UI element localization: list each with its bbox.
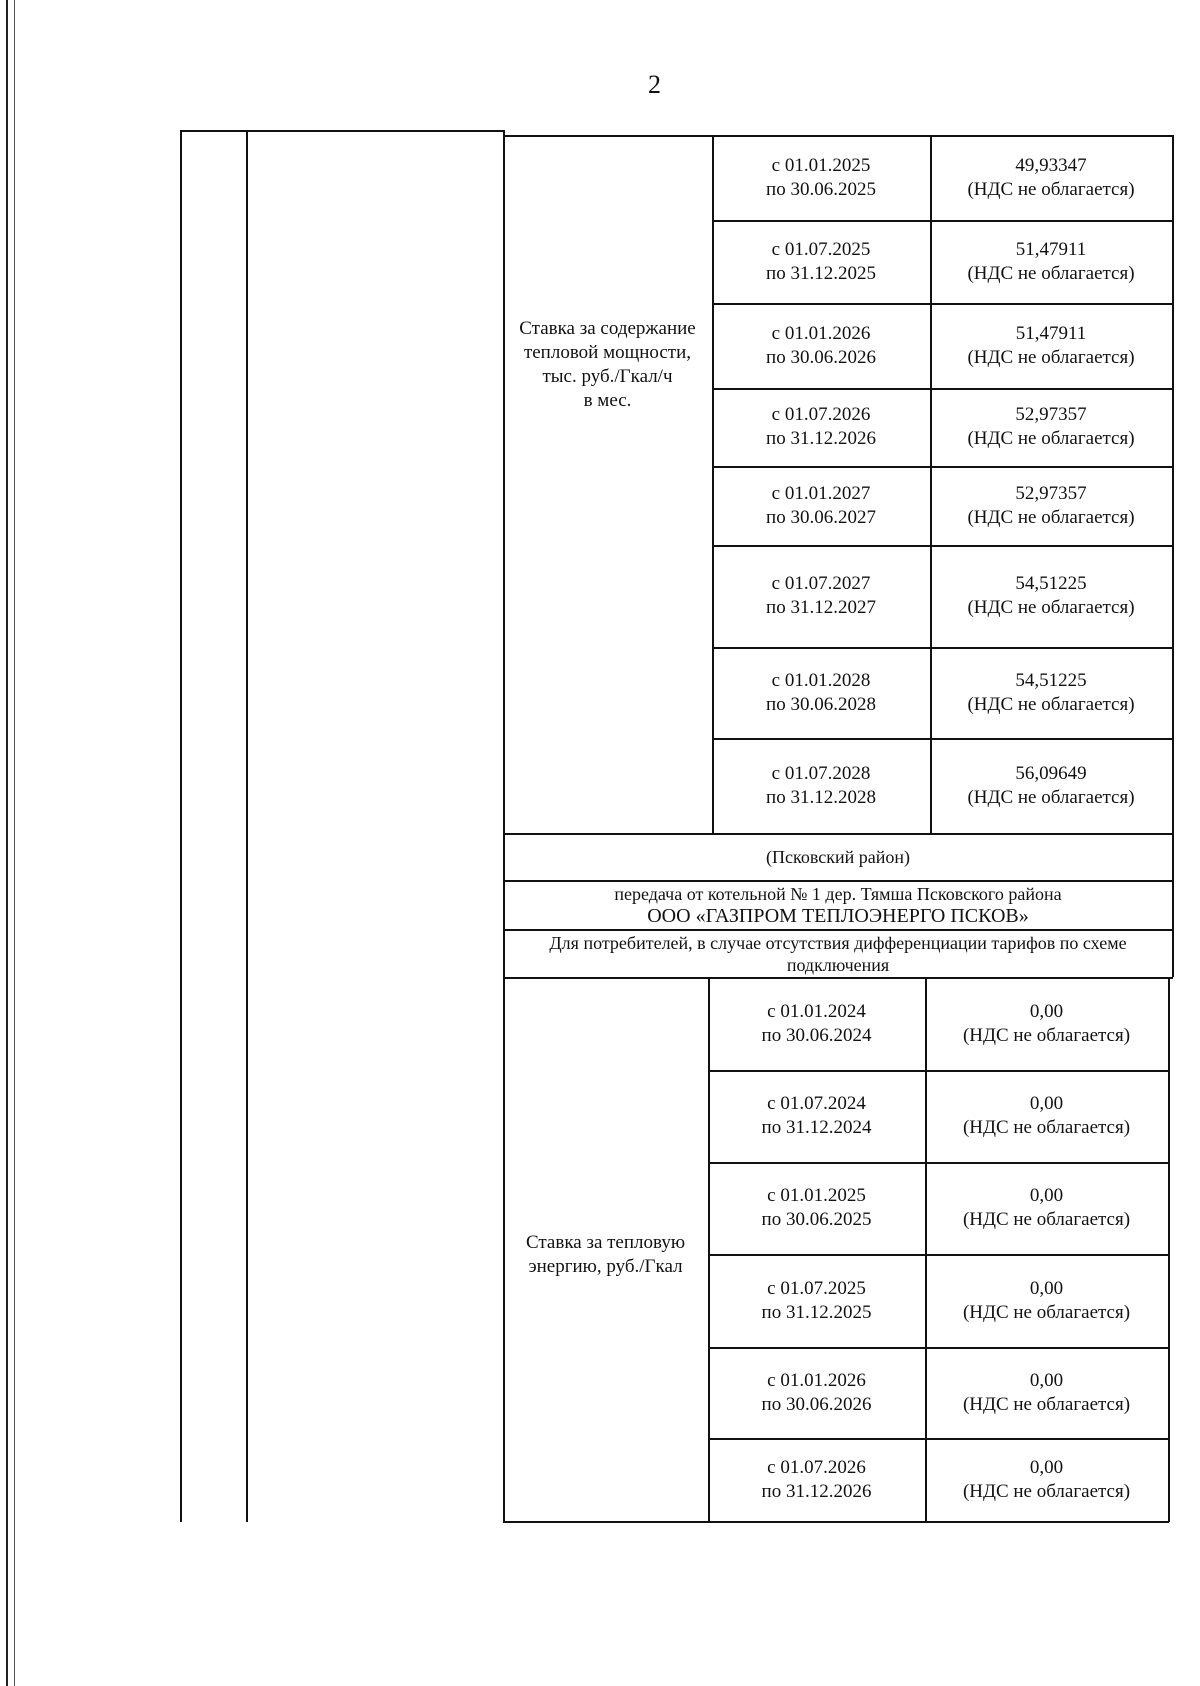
tariff-value: 52,97357 [1015,482,1087,504]
period-start: с 01.01.2027 [771,482,871,504]
period-end: по 31.12.2025 [766,262,876,284]
tariff-value-cell [932,303,1170,388]
period-end: по 30.06.2024 [761,1024,872,1046]
rate-label-line: тыс. руб./Гкал/ч [542,366,673,387]
period-cell [710,977,923,1070]
tariff-value-cell [932,220,1170,303]
transfer-row [505,882,1171,927]
tariff-value: 54,51225 [1015,573,1087,594]
tariff-value-cell [932,388,1170,466]
tariff-value-cell [927,1438,1166,1521]
period-start: с 01.07.2027 [771,573,871,594]
period-cell [714,545,928,647]
period-start: с 01.01.2025 [767,1185,866,1206]
company-name: ООО «ГАЗПРОМ ТЕПЛОЭНЕРГО ПСКОВ» [647,904,1029,927]
period-start: с 01.07.2026 [771,404,871,425]
tariff-value: 51,47911 [1015,238,1087,260]
period-start: с 01.07.2028 [771,762,871,784]
vat-note: (НДС не облагается) [967,693,1135,715]
period-start: с 01.07.2025 [771,238,871,260]
tariff-value-cell [932,738,1170,833]
period-cell [714,647,928,738]
consumers-row [505,931,1171,977]
period-start: с 01.01.2024 [767,1000,866,1022]
vat-note: (НДС не облагается) [967,597,1135,618]
tariff-value: 0,00 [1029,1093,1064,1114]
tariff-value-cell [932,545,1170,647]
period-cell [710,1162,923,1254]
tariff-value: 0,00 [1029,1456,1064,1478]
period-end: по 31.12.2028 [766,786,876,808]
table-border [1172,135,1174,977]
period-cell [710,1070,923,1162]
table-border [246,130,248,1522]
period-end: по 30.06.2028 [766,693,876,715]
period-cell [714,466,928,545]
period-cell [710,1347,923,1438]
tariff-value-cell [932,135,1170,220]
tariff-value: 49,93347 [1015,154,1087,176]
rate-label-energy [505,1225,706,1285]
vat-note: (НДС не облагается) [967,262,1135,284]
tariff-value-cell [927,1254,1166,1347]
district-row [505,835,1171,878]
vat-note: (НДС не облагается) [967,506,1135,528]
period-end: по 31.12.2025 [761,1301,872,1323]
tariff-value: 54,51225 [1015,669,1087,691]
tariff-value: 0,00 [1029,1369,1064,1391]
vat-note: (НДС не облагается) [962,1480,1131,1502]
vat-note: (НДС не облагается) [967,346,1135,368]
period-cell [714,738,928,833]
period-start: с 01.01.2026 [771,322,871,344]
period-end: по 31.12.2026 [766,428,876,449]
scan-edge-line [14,0,15,1686]
rate-label-line: энергию, руб./Гкал [528,1256,683,1277]
rate-label-line: тепловой мощности, [523,342,692,363]
transfer-text: передача от котельной № 1 дер. Тямша Псковского района [614,883,1062,904]
vat-note: (НДС не облагается) [962,1117,1131,1138]
period-start: с 01.01.2026 [767,1369,866,1391]
tariff-value-cell [927,977,1166,1070]
period-start: с 01.07.2026 [767,1456,866,1478]
period-cell [710,1438,923,1521]
vat-note: (НДС не облагается) [962,1393,1131,1415]
tariff-value-cell [927,1347,1166,1438]
vat-note: (НДС не облагается) [962,1024,1131,1046]
period-end: по 30.06.2025 [761,1209,872,1230]
period-cell [710,1254,923,1347]
period-end: по 31.12.2026 [761,1480,872,1502]
vat-note: (НДС не облагается) [967,786,1135,808]
period-cell [714,303,928,388]
tariff-value: 0,00 [1029,1000,1064,1022]
rate-label-line: в мес. [583,390,632,411]
period-start: с 01.01.2028 [771,669,871,691]
tariff-value-cell [927,1070,1166,1162]
rate-label-line: Ставка за содержание [519,318,696,339]
period-end: по 31.12.2027 [766,597,876,618]
period-cell [714,135,928,220]
period-end: по 30.06.2027 [766,506,876,528]
period-end: по 30.06.2026 [766,346,876,368]
table-border [503,1521,1169,1523]
table-border [180,130,182,1522]
tariff-value-cell [927,1162,1166,1254]
page-number: 2 [648,70,661,99]
rate-label-line: Ставка за тепловую [525,1232,686,1253]
period-end: по 31.12.2024 [761,1117,872,1138]
period-start: с 01.07.2024 [767,1093,866,1114]
vat-note: (НДС не облагается) [967,178,1135,200]
tariff-value: 52,97357 [1015,404,1087,425]
district-text: (Псковский район) [766,846,910,867]
period-start: с 01.07.2025 [767,1277,866,1299]
table-border [180,130,505,132]
period-cell [714,220,928,303]
vat-note: (НДС не облагается) [962,1209,1131,1230]
scan-edge-line [6,0,8,1686]
table-border [1168,977,1170,1522]
period-start: с 01.01.2025 [771,154,871,176]
rate-label-capacity [505,300,710,430]
vat-note: (НДС не облагается) [962,1301,1131,1323]
period-cell [714,388,928,466]
tariff-value: 0,00 [1029,1185,1064,1206]
tariff-value-cell [932,647,1170,738]
tariff-value: 51,47911 [1015,322,1087,344]
tariff-value-cell [932,466,1170,545]
vat-note: (НДС не облагается) [967,428,1135,449]
consumers-text-cont: подключения [786,955,890,975]
consumers-text: Для потребителей, в случае отсутствия дифференциации тарифов по схеме [549,933,1127,953]
period-end: по 30.06.2026 [761,1393,872,1415]
tariff-value: 56,09649 [1015,762,1087,784]
period-end: по 30.06.2025 [766,178,876,200]
tariff-value: 0,00 [1029,1277,1064,1299]
